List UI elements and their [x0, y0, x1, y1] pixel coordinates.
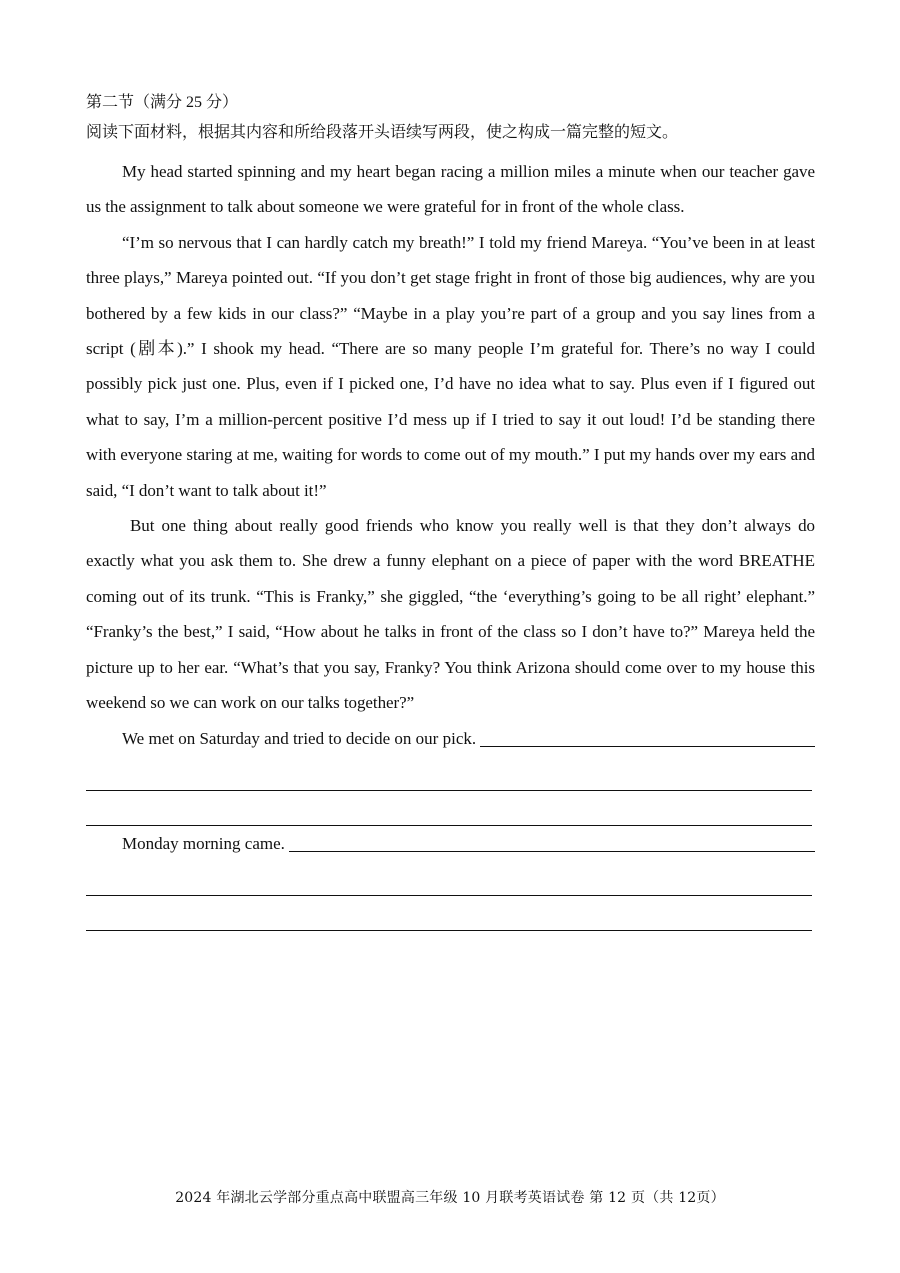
passage-paragraph-1: My head started spinning and my heart began racing a million miles a minute when our teacher gave us the assignment to talk about someone we were grateful for in front of the whole class. — [86, 162, 815, 217]
section-instruction: 阅读下面材料，根据其内容和所给段落开头语续写两段，使之构成一篇完整的短文。 — [86, 124, 679, 141]
page-footer: 2024 年湖北云学部分重点高中联盟高三年级 10 月联考英语试卷 第 12 页（共 12页） — [175, 1190, 725, 1206]
continuation-starter-1 — [86, 721, 815, 756]
exam-page-content — [86, 88, 815, 931]
answer-blank-1a[interactable] — [480, 745, 815, 747]
answer-blank-1b[interactable] — [86, 756, 812, 791]
starter-1-text: We met on Saturday and tried to decide on our pick. — [122, 728, 477, 748]
answer-blank-2b[interactable] — [86, 861, 812, 896]
passage-paragraph-2: “I’m so nervous that I can hardly catch my breath!” I told my friend Mareya. “You’ve been in at least three plays,” Mareya pointed out. “If you don’t get stage fright in front of those big audiences, why are you bothered by a few kids in our class?” “Maybe in a play you’re part of a group and you say lines from a script (剧本).” I shook my head. “There are so many people I’m grateful for. There’s no way I could possibly pick just one. Plus, even if I picked one, I’d have no idea what to say. Plus even if I figured out what to say, I’m a million-percent positive I’d mess up if I tried to say it out loud! I’d be standing there with everyone staring at me, waiting for words to come out of my mouth.” I put my hands over my ears and said, “I don’t want to talk about it!” — [86, 232, 815, 500]
answer-blank-2c[interactable] — [86, 896, 812, 931]
starter-2-text: Monday morning came. — [122, 833, 285, 853]
answer-blank-2a[interactable] — [289, 850, 815, 852]
section-title: 第二节（满分 25 分） — [86, 94, 239, 111]
continuation-starter-2 — [86, 826, 815, 861]
answer-blank-1c[interactable] — [86, 791, 812, 826]
passage-paragraph-3: But one thing about really good friends who know you really well is that they don’t always do exactly what you ask them to. She drew a funny elephant on a piece of paper with the word BREATHE coming out of its trunk. “This is Franky,” she giggled, “the ‘everything’s going to be all right’ elephant.” “Franky’s the best,” I said, “How about he talks in front of the class so I don’t have to?” Mareya held the picture up to her ear. “What’s that you say, Franky? You think Arizona should come over to my house this weekend so we can work on our talks together?” — [86, 516, 815, 713]
